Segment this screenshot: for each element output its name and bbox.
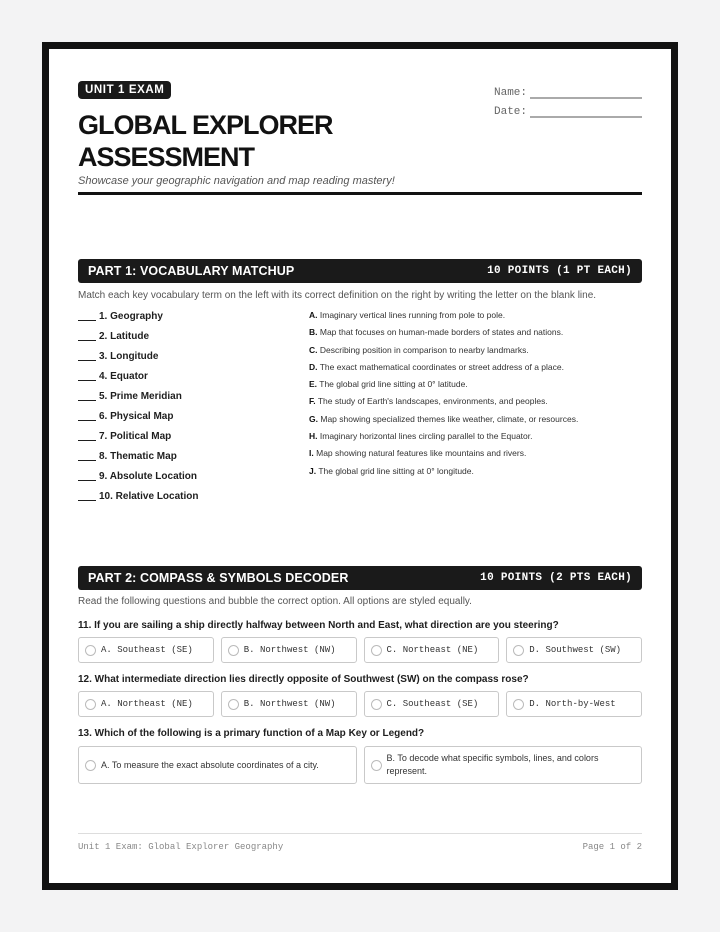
radio-circle-icon[interactable] xyxy=(371,760,382,771)
definition-list xyxy=(309,310,578,483)
part2-header xyxy=(78,566,642,590)
question-11: 11. If you are sailing a ship directly halfway between North and East, what direction are you steering? xyxy=(78,620,559,631)
option-b[interactable]: B. Northwest (NW) xyxy=(221,691,357,717)
question-13-options xyxy=(78,746,642,784)
part1-header xyxy=(78,259,642,283)
term-item: 10. Relative Location xyxy=(78,491,198,511)
exam-sheet xyxy=(42,42,678,890)
footer-exam-title: Unit 1 Exam: Global Explorer Geography xyxy=(78,842,284,852)
answer-blank[interactable] xyxy=(78,360,96,361)
answer-blank[interactable] xyxy=(78,400,96,401)
term-item: 4. Equator xyxy=(78,371,198,391)
question-13: 13. Which of the following is a primary function of a Map Key or Legend? xyxy=(78,728,425,739)
part1-title: PART 1: VOCABULARY MATCHUP xyxy=(88,264,295,278)
radio-circle-icon[interactable] xyxy=(371,699,382,710)
option-b[interactable]: B. Northwest (NW) xyxy=(221,637,357,663)
answer-blank[interactable] xyxy=(78,340,96,341)
radio-circle-icon[interactable] xyxy=(371,645,382,656)
part1-points: 10 POINTS (1 PT EACH) xyxy=(487,265,632,277)
header-divider xyxy=(78,192,642,195)
option-c[interactable]: C. Northeast (NE) xyxy=(364,637,500,663)
term-item: 7. Political Map xyxy=(78,431,198,451)
answer-blank[interactable] xyxy=(78,500,96,501)
term-item: 5. Prime Meridian xyxy=(78,391,198,411)
option-c[interactable]: C. Southeast (SE) xyxy=(364,691,500,717)
option-a[interactable]: A. Northeast (NE) xyxy=(78,691,214,717)
page-number: Page 1 of 2 xyxy=(582,842,642,852)
answer-blank[interactable] xyxy=(78,420,96,421)
term-item: 8. Thematic Map xyxy=(78,451,198,471)
radio-circle-icon[interactable] xyxy=(85,760,96,771)
option-d[interactable]: D. North-by-West xyxy=(506,691,642,717)
radio-circle-icon[interactable] xyxy=(513,699,524,710)
question-12-options xyxy=(78,691,642,717)
definition-item: C. Describing position in comparison to nearby landmarks. xyxy=(309,344,529,355)
option-d[interactable]: D. Southwest (SW) xyxy=(506,637,642,663)
part2-points: 10 POINTS (2 PTS EACH) xyxy=(480,572,632,584)
term-item: 3. Longitude xyxy=(78,351,198,371)
radio-circle-icon[interactable] xyxy=(85,699,96,710)
answer-blank[interactable] xyxy=(78,380,96,381)
definition-item: E. The global grid line sitting at 0° latitude. xyxy=(309,379,468,390)
term-item: 2. Latitude xyxy=(78,331,198,351)
name-input-line[interactable] xyxy=(530,87,642,99)
definition-item: F. The study of Earth's landscapes, environments, and peoples. xyxy=(309,396,548,407)
title-line-2: ASSESSMENT xyxy=(78,142,255,172)
definition-item: I. Map showing natural features like mountains and rivers. xyxy=(309,448,527,459)
term-item: 9. Absolute Location xyxy=(78,471,198,491)
answer-blank[interactable] xyxy=(78,440,96,441)
option-b[interactable]: B. To decode what specific symbols, lines, and colors represent. xyxy=(364,746,643,784)
term-item: 6. Physical Map xyxy=(78,411,198,431)
student-fields xyxy=(494,80,642,118)
radio-circle-icon[interactable] xyxy=(85,645,96,656)
part2-title: PART 2: COMPASS & SYMBOLS DECODER xyxy=(88,571,349,585)
definition-item: H. Imaginary horizontal lines circling parallel to the Equator. xyxy=(309,431,533,442)
page-title xyxy=(78,109,333,173)
date-input-line[interactable] xyxy=(530,106,642,118)
question-11-options xyxy=(78,637,642,663)
date-label: Date: xyxy=(494,106,528,118)
option-a[interactable]: A. To measure the exact absolute coordinates of a city. xyxy=(78,746,357,784)
page-subtitle: Showcase your geographic navigation and map reading mastery! xyxy=(78,175,395,187)
part1-instructions: Match each key vocabulary term on the left with its correct definition on the right by writing the letter on the blank line. xyxy=(78,290,597,301)
radio-circle-icon[interactable] xyxy=(228,699,239,710)
date-field xyxy=(494,99,642,118)
unit-badge: UNIT 1 EXAM xyxy=(78,81,171,99)
definition-item: A. Imaginary vertical lines running from pole to pole. xyxy=(309,310,506,320)
answer-blank[interactable] xyxy=(78,460,96,461)
name-label: Name: xyxy=(494,87,528,99)
answer-blank[interactable] xyxy=(78,320,96,321)
definition-item: J. The global grid line sitting at 0° longitude. xyxy=(309,465,474,476)
page-footer xyxy=(78,842,642,852)
term-item: 1. Geography xyxy=(78,311,198,331)
answer-blank[interactable] xyxy=(78,480,96,481)
radio-circle-icon[interactable] xyxy=(513,645,524,656)
name-field xyxy=(494,80,642,99)
definition-item: G. Map showing specialized themes like weather, climate, or resources. xyxy=(309,413,579,424)
definition-item: B. Map that focuses on human-made borders of states and nations. xyxy=(309,327,564,338)
question-12: 12. What intermediate direction lies directly opposite of Southwest (SW) on the compass rose? xyxy=(78,674,529,685)
option-a[interactable]: A. Southeast (SE) xyxy=(78,637,214,663)
term-list xyxy=(78,311,198,511)
radio-circle-icon[interactable] xyxy=(228,645,239,656)
definition-item: D. The exact mathematical coordinates or street address of a place. xyxy=(309,361,564,372)
title-line-1: GLOBAL EXPLORER xyxy=(78,110,333,140)
part2-instructions: Read the following questions and bubble the correct option. All options are styled equally. xyxy=(78,596,472,607)
footer-divider xyxy=(78,833,642,834)
